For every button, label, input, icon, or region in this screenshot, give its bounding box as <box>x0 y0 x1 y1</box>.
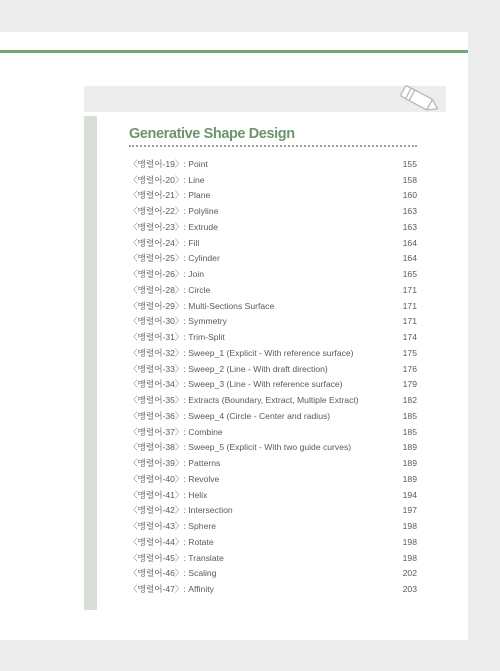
toc-entry-page-number: 189 <box>402 473 417 484</box>
toc-entry-title: 〈맹렬어-22〉: Polyline <box>129 206 219 217</box>
toc-entry-title: 〈맹렬어-46〉: Scaling <box>129 568 217 579</box>
toc-entry <box>129 361 417 377</box>
toc-entry-title: 〈맹렬어-20〉: Line <box>129 174 205 185</box>
toc-entry-page-number: 197 <box>402 505 417 516</box>
toc-entry-title: 〈맹렬어-38〉: Sweep_5 (Explicit - With two guide curves) <box>129 442 352 453</box>
toc-entry-title: 〈맹렬어-26〉: Join <box>129 269 205 280</box>
toc-entry-page-number: 171 <box>402 300 417 311</box>
toc-entry-title: 〈맹렬어-33〉: Sweep_2 (Line - With draft direction) <box>129 363 328 374</box>
toc-entry-page-number: 171 <box>402 284 417 295</box>
toc-entry-title: 〈맹렬어-47〉: Affinity <box>129 584 214 595</box>
toc-entry-title: 〈맹렬어-34〉: Sweep_3 (Line - With reference surface) <box>129 379 343 390</box>
toc-entry-page-number: 182 <box>402 395 417 406</box>
toc-entry-page-number: 160 <box>402 190 417 201</box>
toc-entry-title: 〈맹렬어-29〉: Multi-Sections Surface <box>129 300 275 311</box>
toc-entry-page-number: 189 <box>402 458 417 469</box>
pencil-icon <box>395 82 443 116</box>
toc-entry <box>129 503 417 519</box>
toc-entry-title: 〈맹렬어-42〉: Intersection <box>129 505 233 516</box>
toc-entry <box>129 266 417 282</box>
dotted-divider <box>129 145 417 147</box>
toc-entry-page-number: 198 <box>402 521 417 532</box>
toc-entry <box>129 392 417 408</box>
toc-entry-page-number: 174 <box>402 332 417 343</box>
toc-entry-page-number: 185 <box>402 426 417 437</box>
toc-entry <box>129 424 417 440</box>
table-of-contents <box>129 156 417 597</box>
toc-entry-page-number: 158 <box>402 174 417 185</box>
toc-entry-page-number: 189 <box>402 442 417 453</box>
toc-entry-page-number: 176 <box>402 363 417 374</box>
toc-entry <box>129 298 417 314</box>
toc-entry-title: 〈맹렬어-37〉: Combine <box>129 426 223 437</box>
toc-entry-title: 〈맹렬어-23〉: Extrude <box>129 221 218 232</box>
toc-entry-page-number: 185 <box>402 410 417 421</box>
toc-entry-page-number: 164 <box>402 253 417 264</box>
toc-entry-title: 〈맹렬어-28〉: Circle <box>129 284 211 295</box>
toc-entry-page-number: 179 <box>402 379 417 390</box>
toc-entry <box>129 471 417 487</box>
toc-entry <box>129 345 417 361</box>
toc-entry-page-number: 163 <box>402 206 417 217</box>
toc-entry <box>129 440 417 456</box>
toc-entry-page-number: 198 <box>402 536 417 547</box>
toc-entry <box>129 219 417 235</box>
toc-entry-title: 〈맹렬어-40〉: Revolve <box>129 473 220 484</box>
top-rule <box>0 50 468 53</box>
toc-entry-page-number: 165 <box>402 269 417 280</box>
toc-entry <box>129 251 417 267</box>
toc-entry <box>129 455 417 471</box>
toc-entry-title: 〈맹렬어-45〉: Translate <box>129 552 224 563</box>
toc-entry <box>129 487 417 503</box>
book-page <box>0 32 468 640</box>
toc-entry-title: 〈맹렬어-30〉: Symmetry <box>129 316 227 327</box>
toc-entry <box>129 581 417 597</box>
toc-entry <box>129 518 417 534</box>
toc-entry-title: 〈맹렬어-39〉: Patterns <box>129 458 221 469</box>
toc-entry <box>129 314 417 330</box>
toc-entry <box>129 172 417 188</box>
toc-entry <box>129 534 417 550</box>
toc-entry <box>129 550 417 566</box>
toc-entry-title: 〈맹렬어-24〉: Fill <box>129 237 200 248</box>
toc-entry-title: 〈맹렬어-19〉: Point <box>129 158 208 169</box>
toc-entry-page-number: 163 <box>402 221 417 232</box>
toc-entry-page-number: 171 <box>402 316 417 327</box>
toc-entry-title: 〈맹렬어-32〉: Sweep_1 (Explicit - With reference surface) <box>129 347 354 358</box>
toc-entry-title: 〈맹렬어-41〉: Helix <box>129 489 208 500</box>
toc-entry-page-number: 194 <box>402 489 417 500</box>
toc-entry <box>129 188 417 204</box>
toc-entry-title: 〈맹렬어-43〉: Sphere <box>129 521 216 532</box>
toc-entry-page-number: 164 <box>402 237 417 248</box>
toc-entry-page-number: 202 <box>402 568 417 579</box>
toc-entry <box>129 566 417 582</box>
toc-entry <box>129 408 417 424</box>
toc-entry-page-number: 155 <box>402 158 417 169</box>
toc-entry-title: 〈맹렬어-36〉: Sweep_4 (Circle - Center and radius) <box>129 410 331 421</box>
toc-entry <box>129 282 417 298</box>
chapter-side-bar <box>84 116 97 610</box>
toc-entry <box>129 156 417 172</box>
header-band <box>84 86 446 112</box>
toc-entry-title: 〈맹렬어-21〉: Plane <box>129 190 211 201</box>
toc-entry <box>129 329 417 345</box>
toc-entry-title: 〈맹렬어-35〉: Extracts (Boundary, Extract, Multiple Extract) <box>129 395 359 406</box>
toc-entry <box>129 235 417 251</box>
toc-entry-title: 〈맹렬어-31〉: Trim-Split <box>129 332 225 343</box>
section-title: Generative Shape Design <box>129 126 295 142</box>
toc-entry <box>129 203 417 219</box>
toc-entry-page-number: 175 <box>402 347 417 358</box>
toc-entry-title: 〈맹렬어-44〉: Rotate <box>129 536 214 547</box>
toc-entry <box>129 377 417 393</box>
toc-entry-page-number: 198 <box>402 552 417 563</box>
toc-entry-title: 〈맹렬어-25〉: Cylinder <box>129 253 220 264</box>
toc-entry-page-number: 203 <box>402 584 417 595</box>
